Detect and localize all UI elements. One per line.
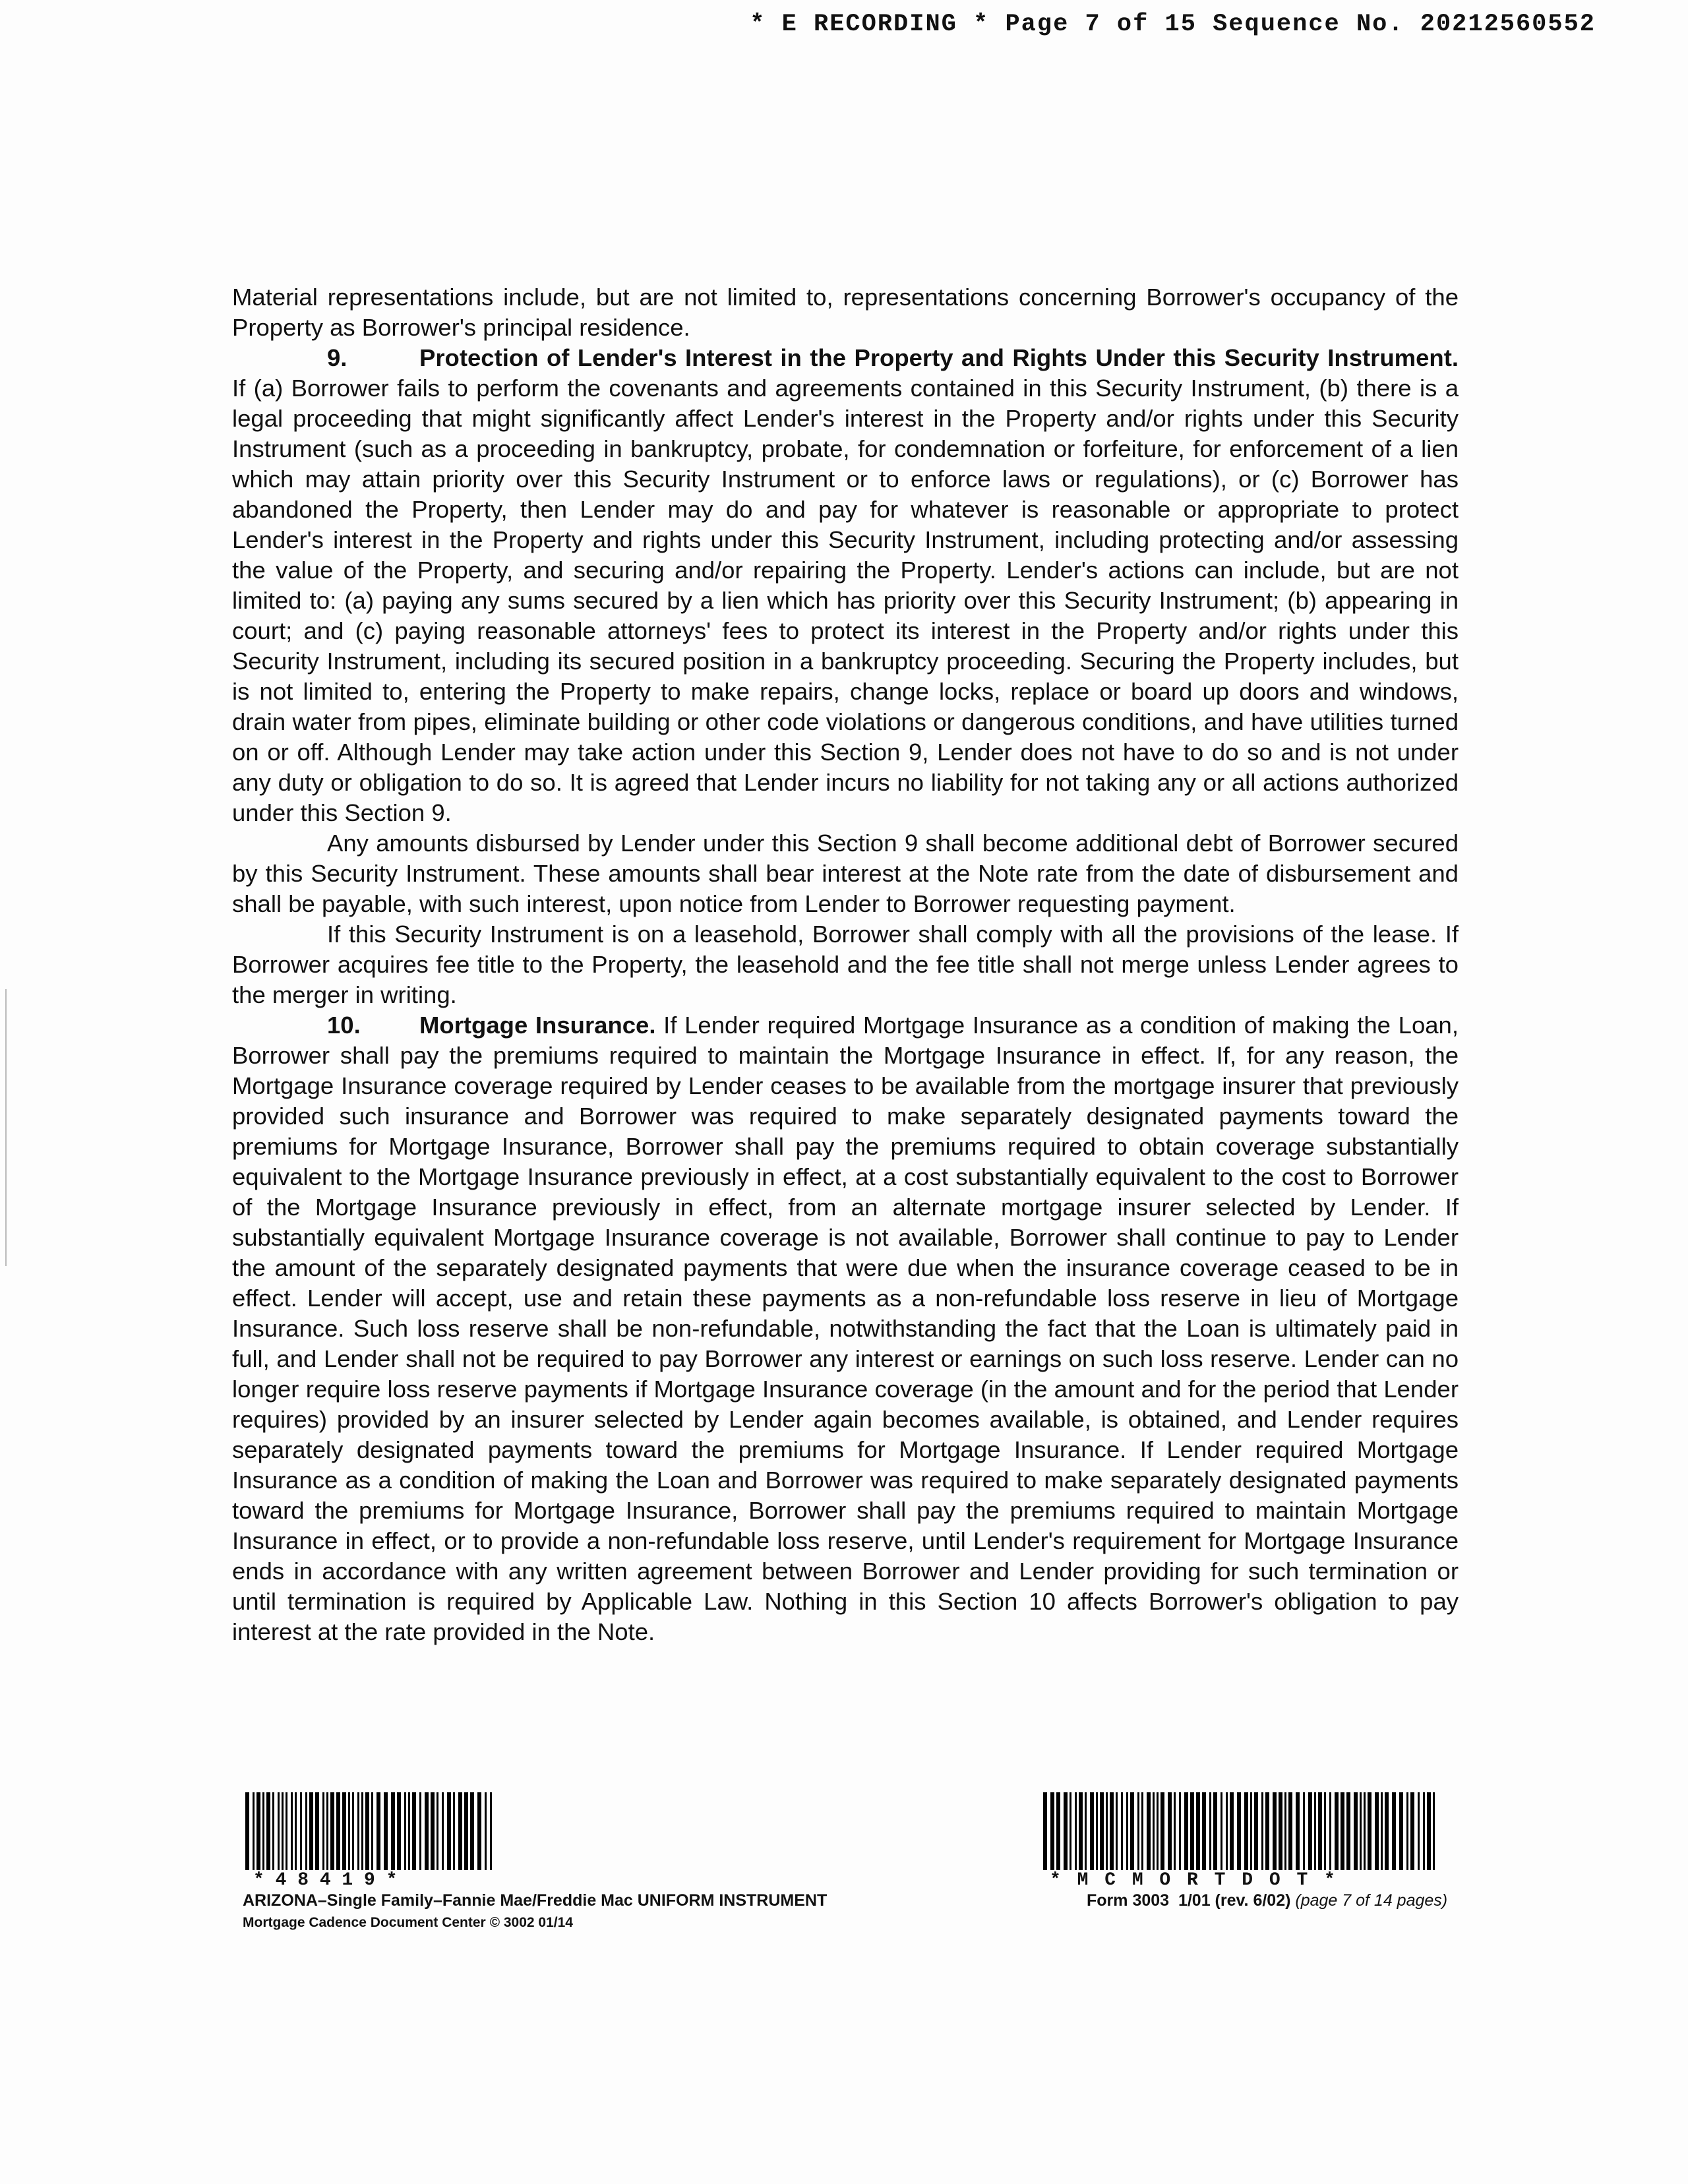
paragraph-material-representations: Material representations include, but are not limited to, representations concerning Borrower's occupancy of the Property as Borrower's principal residence. (232, 284, 1459, 341)
form-page-count: (page 7 of 14 pages) (1295, 1891, 1448, 1910)
barcode-left (245, 1792, 495, 1870)
section-10 (232, 1010, 1459, 1647)
paragraph-amounts-disbursed: Any amounts disbursed by Lender under this Section 9 shall become additional debt of Borrower secured by this Security Instrument. These amounts shall bear interest at the Note rate from the date of disbursement and shall be payable, with such interest, upon notice from Lender to Borrower requesting payment. (232, 830, 1459, 917)
paragraph-leasehold: If this Security Instrument is on a leasehold, Borrower shall comply with all the provisions of the lease. If Borrower acquires fee title to the Property, the leasehold and the fee title shall not merge unless Lender agrees to the merger in writing. (232, 921, 1459, 1008)
recording-header: * E RECORDING * Page 7 of 15 Sequence No. 20212560552 (750, 11, 1596, 38)
barcode-left-label: * 4 8 4 1 9 * (253, 1870, 398, 1891)
scan-edge-mark (5, 989, 7, 1266)
section-9-text: If (a) Borrower fails to perform the covenants and agreements contained in this Security Instrument, (b) there is a legal proceeding that might significantly affect Lender's interest in the Property and/or rights under this Security Instrument (such as a proceeding in bankruptcy, probate, for condemnation or forfeiture, for enforcement of a lien which may attain priority over this Security Instrument or to enforce laws or regulations), or (c) Borrower has abandoned the Property, then Lender may do and pay for whatever is reasonable or appropriate to protect Lender's interest in the Property and rights under this Security Instrument, including protecting and/or assessing the value of the Property, and securing and/or repairing the Property. Lender's actions can include, but are not limited to: (a) paying any sums secured by a lien which has priority over this Security Instrument; (b) appearing in court; and (c) paying reasonable attorneys' fees to protect its interest in the Property and/or rights under this Security Instrument, including its secured position in a bankruptcy proceeding. Securing the Property includes, but is not limited to, entering the Property to make repairs, change locks, replace or board up doors and windows, drain water from pipes, eliminate building or other code violations or dangerous conditions, and have utilities turned on or off. Although Lender may take action under this Section 9, Lender does not have to do so and is not under any duty or obligation to do so. It is agreed that Lender incurs no liability for not taking any or all actions authorized under this Section 9. (232, 375, 1459, 826)
barcode-right-label: * M C M O R T D O T * (1050, 1870, 1338, 1891)
barcode-gap (1435, 1792, 1437, 1870)
section-9 (232, 343, 1459, 828)
form-state-line: ARIZONA–Single Family–Fannie Mae/Freddie Mac UNIFORM INSTRUMENT (243, 1891, 828, 1910)
barcode-right (1043, 1792, 1437, 1870)
section-10-number: 10. (327, 1012, 361, 1039)
section-9-number: 9. (327, 344, 347, 371)
section-10-text: If Lender required Mortgage Insurance as a condition of making the Loan, Borrower shall pay the premiums required to maintain the Mortgage Insurance in effect. If, for any reason, the Mortgage Insurance coverage required by Lender ceases to be available from the mortgage insurer that previously provided such insurance and Borrower was required to make separately designated payments toward the premiums for Mortgage Insurance, Borrower shall pay the premiums required to obtain coverage substantially equivalent to the Mortgage Insurance previously in effect, at a cost substantially equivalent to the cost to Borrower of the Mortgage Insurance previously in effect, from an alternate mortgage insurer selected by Lender. If substantially equivalent Mortgage Insurance coverage is not available, Borrower shall continue to pay to Lender the amount of the separately designated payments that were due when the insurance coverage ceased to be in effect. Lender will accept, use and retain these payments as a non-refundable loss reserve in lieu of Mortgage Insurance. Such loss reserve shall be non-refundable, notwithstanding the fact that the Loan is ultimately paid in full, and Lender shall not be required to pay Borrower any interest or earnings on such loss reserve. Lender can no longer require loss reserve payments if Mortgage Insurance coverage (in the amount and for the period that Lender requires) provided by an insurer selected by Lender again becomes available, is obtained, and Lender requires separately designated payments toward the premiums for Mortgage Insurance. If Lender required Mortgage Insurance as a condition of making the Loan and Borrower was required to make separately designated payments toward the premiums for Mortgage Insurance, Borrower shall pay the premiums required to maintain Mortgage Insurance in effect, or to provide a non-refundable loss reserve, until Lender's requirement for Mortgage Insurance ends in accordance with any written agreement between Borrower and Lender providing for such termination or until termination is required by Applicable Law. Nothing in this Section 10 affects Borrower's obligation to pay interest at the rate provided in the Note. (232, 1012, 1459, 1645)
section-10-title: Mortgage Insurance. (419, 1012, 656, 1039)
form-number: Form 3003 1/01 (rev. 6/02) (1087, 1891, 1296, 1910)
form-source-line: Mortgage Cadence Document Center © 3002 01/14 (243, 1915, 573, 1930)
document-body (232, 282, 1459, 1647)
section-9-title: Protection of Lender's Interest in the Property and Rights Under this Security Instrument. (419, 344, 1459, 371)
barcode-gap (492, 1792, 495, 1870)
form-number-line (1087, 1891, 1447, 1910)
